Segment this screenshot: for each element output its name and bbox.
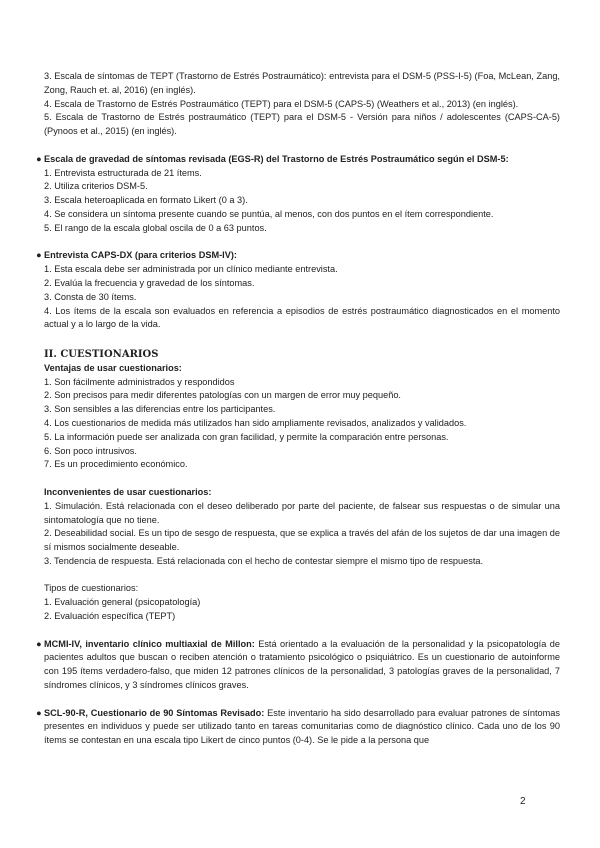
egsr-heading xyxy=(36,153,560,167)
list-item: 4. Los cuestionarios de medida más utilizados han sido ampliamente revisados, analizados y validados. xyxy=(44,417,467,428)
list-item: 5. El rango de la escala global oscila de 0 a 63 puntos. xyxy=(44,222,267,233)
list-item: 2. Deseabilidad social. Es un tipo de sesgo de respuesta, que se explica a través del afán de los sujetos de dar una imagen de sí mismos socialmente deseable. xyxy=(44,528,560,553)
list-item: 4. Los ítems de la escala son evaluados en referencia a episodios de estrés postraumático diagnosticados en el momento actual y a lo largo de la vida. xyxy=(44,305,560,330)
list-item: 7. Es un procedimiento económico. xyxy=(44,459,188,470)
capsdx-heading xyxy=(36,249,560,263)
page-number: 2 xyxy=(520,796,526,807)
document-body xyxy=(36,70,560,748)
cuestionarios-section xyxy=(44,348,560,624)
mcmi-paragraph xyxy=(36,638,560,693)
tipos-title: Tipos de cuestionarios: xyxy=(44,583,139,594)
bullet-icon: ● xyxy=(36,153,42,164)
inconvenientes-title: Inconvenientes de usar cuestionarios: xyxy=(44,486,212,497)
list-item: 5. La información puede ser analizada con gran facilidad, y permite la comparación entre personas. xyxy=(44,431,449,442)
list-item: 2. Son precisos para medir diferentes patologías con un margen de error muy pequeño. xyxy=(44,390,401,401)
scl-title: SCL-90-R, Cuestionario de 90 Síntomas Revisado: xyxy=(44,707,265,718)
egsr-title: Escala de gravedad de síntomas revisada (EGS-R) del Trastorno de Estrés Postraumático según el DSM-5: xyxy=(44,153,509,164)
scl-paragraph xyxy=(36,707,560,748)
capsdx-title: Entrevista CAPS-DX (para criterios DSM-IV): xyxy=(44,250,237,261)
list-item: 1. Evaluación general (psicopatología) xyxy=(44,597,201,608)
mcmi-text: Está orientado a la evaluación de la personalidad y la psicopatología de pacientes adultos que buscan o reciben atención o tratamiento psicológico o psiquiátrico. Es un cuestionario de autoinforme con 195 ítems verdadero-falso, que miden 12 patrones clínicos de la personalidad, 3 patologías graves de la personalidad, 7 síndromes clínicos, y 3 síndromes clínicos graves. xyxy=(44,638,560,691)
section-title: II. CUESTIONARIOS xyxy=(44,348,159,360)
list-item: 6. Son poco intrusivos. xyxy=(44,445,137,456)
list-item: 1. Entrevista estructurada de 21 ítems. xyxy=(44,167,202,178)
mcmi-title: MCMI-IV, inventario clínico multiaxial de Millon: xyxy=(44,638,255,649)
list-item: 4. Escala de Trastorno de Estrés Postraumático (TEPT) para el DSM-5 (CAPS-5) (Weathers et al., 2013) (en inglés). xyxy=(44,98,519,109)
list-item: 3. Tendencia de respuesta. Está relacionada con el hecho de contestar siempre el mismo tipo de respuesta. xyxy=(44,555,484,566)
list-item: 1. Son fácilmente administrados y respondidos xyxy=(44,376,235,387)
bullet-icon: ● xyxy=(36,638,42,649)
ventajas-title: Ventajas de usar cuestionarios: xyxy=(44,362,182,373)
bullet-icon: ● xyxy=(36,250,42,261)
list-item: 2. Utiliza criterios DSM-5. xyxy=(44,181,148,192)
egsr-section xyxy=(36,153,560,236)
list-item: 4. Se considera un síntoma presente cuando se puntúa, al menos, con dos puntos en el ítem correspondiente. xyxy=(44,208,494,219)
list-item: 1. Esta escala debe ser administrada por un clínico mediante entrevista. xyxy=(44,264,338,275)
list-item: 2. Evaluación específica (TEPT) xyxy=(44,611,176,622)
scl-text: Este inventario ha sido desarrollado para evaluar patrones de síntomas presentes en individuos y puede ser utilizado tanto en tareas comunitarias como de diagnóstico clínico. Cada uno de los 90 ítems se contestan en una escala tipo Likert de cinco puntos (0-4). Se le pide a la persona que xyxy=(44,707,560,746)
list-item: 3. Escala heteroaplicada en formato Likert (0 a 3). xyxy=(44,195,248,206)
mcmi-section xyxy=(36,638,560,693)
scl-section xyxy=(36,707,560,748)
bullet-icon: ● xyxy=(36,707,42,718)
list-item: 3. Consta de 30 ítems. xyxy=(44,291,137,302)
list-item: 2. Evalúa la frecuencia y gravedad de los síntomas. xyxy=(44,277,255,288)
intro-list xyxy=(44,70,560,139)
list-item: 1. Simulación. Está relacionada con el deseo deliberado por parte del paciente, de falsear sus respuestas o de simular una sintomatología que no tiene. xyxy=(44,500,560,525)
list-item: 5. Escala de Trastorno de Estrés postraumático (TEPT) para el DSM-5 - Versión para niños / adolescentes (CAPS-CA-5) (Pynoos et al., 2015) (en inglés). xyxy=(44,112,560,137)
list-item: 3. Escala de síntomas de TEPT (Trastorno de Estrés Postraumático): entrevista para el DSM-5 (PSS-I-5) (Foa, McLean, Zang, Zong, Rauch et. al, 2016) (en inglés). xyxy=(44,71,560,95)
list-item: 3. Son sensibles a las diferencias entre los participantes. xyxy=(44,404,276,415)
capsdx-section xyxy=(36,249,560,332)
